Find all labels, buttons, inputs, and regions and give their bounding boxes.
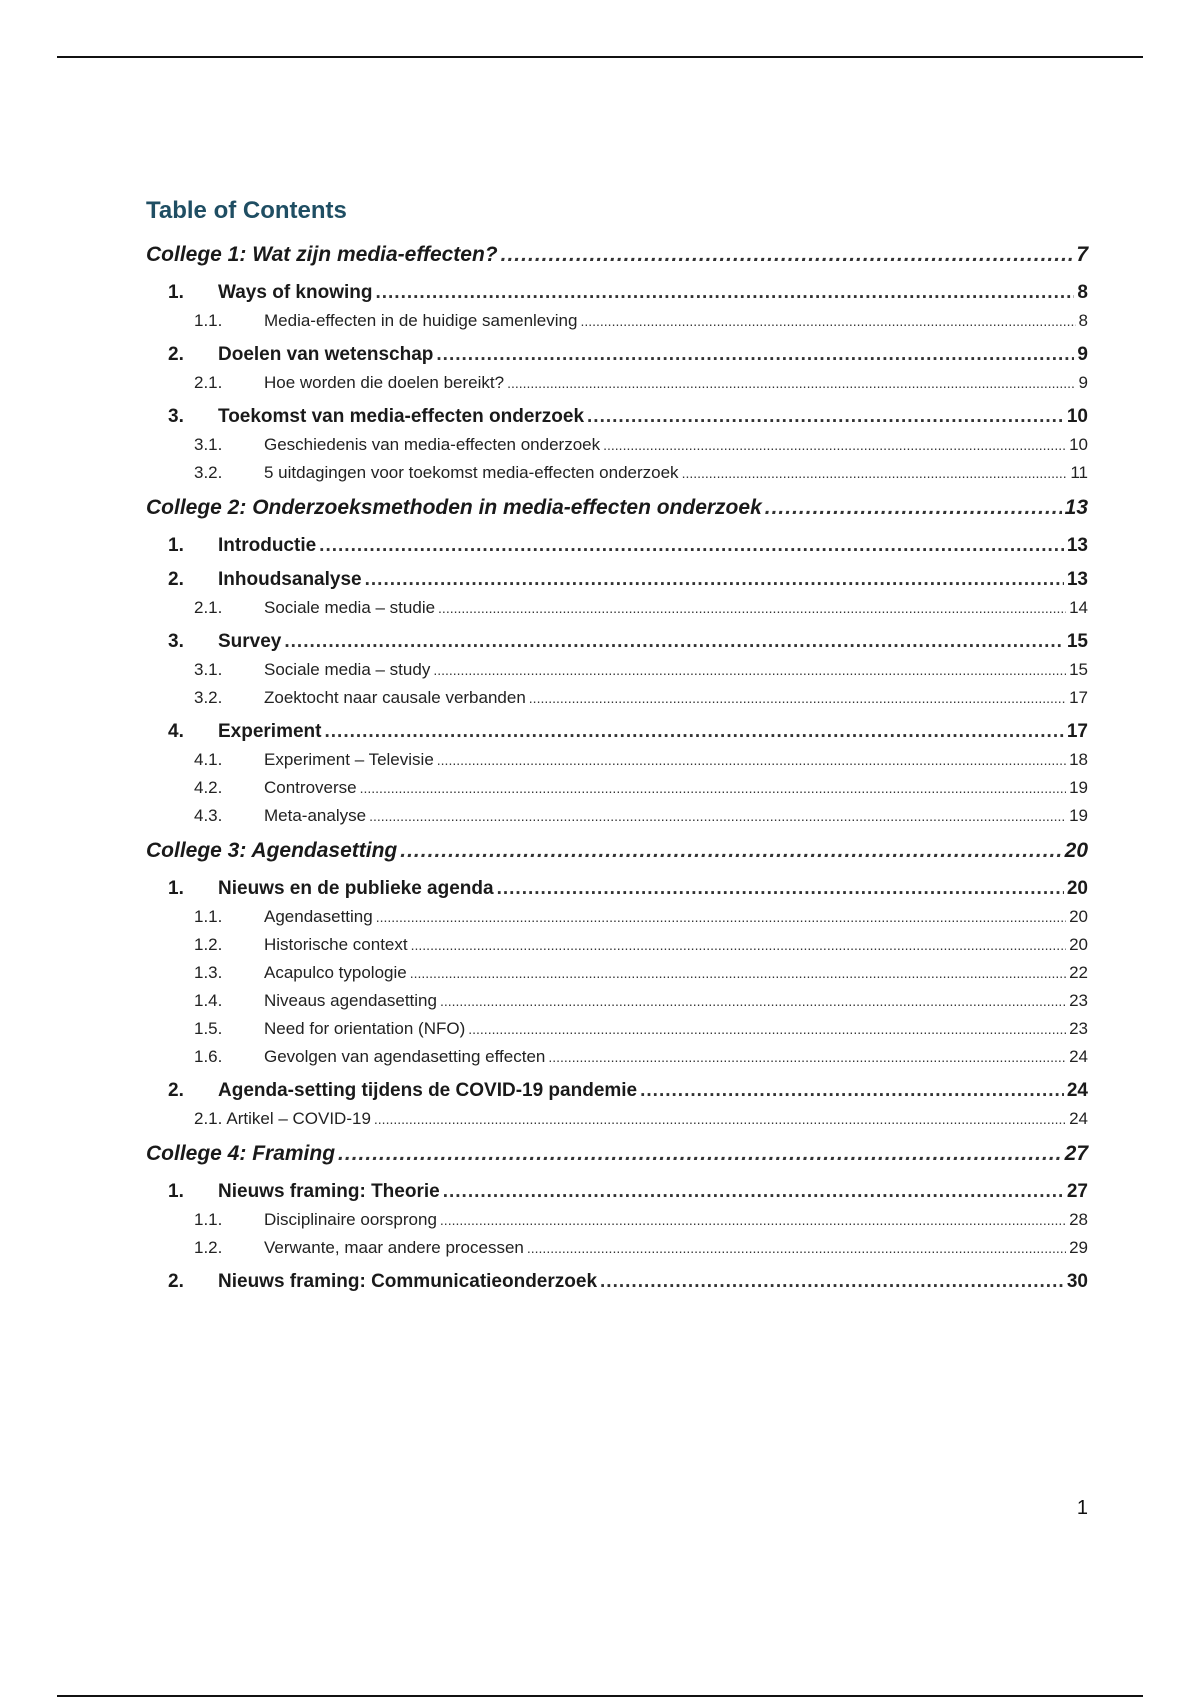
toc-entry-label: Toekomst van media-effecten onderzoek — [218, 406, 585, 427]
toc-entry-number: 2.1. — [194, 1109, 223, 1128]
toc-entry-number: 1.2. — [194, 935, 223, 954]
dot-leader — [587, 403, 1064, 431]
dot-leader — [324, 718, 1063, 746]
dot-leader — [497, 875, 1064, 903]
toc-entry-subsection[interactable] — [146, 369, 1088, 397]
dot-leader — [375, 279, 1074, 307]
toc-entry-label: 5 uitdagingen voor toekomst media-effecten onderzoek — [264, 463, 679, 482]
toc-entry-subsection[interactable] — [146, 1105, 1088, 1133]
toc-entry-number: 1.1. — [194, 907, 223, 926]
toc-entry-number: 1. — [168, 878, 184, 899]
toc-entry-label: Zoektocht naar causale verbanden — [264, 688, 526, 707]
toc-entry-college[interactable] — [146, 240, 1088, 270]
toc-entry-page: 23 — [1069, 1019, 1088, 1038]
toc-entry-subsection[interactable] — [146, 746, 1088, 774]
dot-leader — [640, 1077, 1064, 1105]
toc-entry-label: College 2: Onderzoeksmethoden in media-effecten onderzoek — [146, 496, 762, 519]
toc-entry-section[interactable] — [146, 532, 1088, 560]
toc-entry-page: 30 — [1066, 1271, 1088, 1292]
toc-entry-page: 8 — [1078, 311, 1088, 330]
toc-entry-subsection[interactable] — [146, 594, 1088, 622]
toc-entry-label: Media-effecten in de huidige samenleving — [264, 311, 578, 330]
toc-entry-number: 3.1. — [194, 660, 223, 679]
toc-entry-subsection[interactable] — [146, 903, 1088, 931]
toc-entry-number: 1.3. — [194, 963, 223, 982]
dot-leader — [438, 594, 1066, 622]
toc-entry-label: College 1: Wat zijn media-effecten? — [146, 243, 498, 266]
toc-entry-page: 22 — [1069, 963, 1088, 982]
toc-entry-subsection[interactable] — [146, 1043, 1088, 1071]
toc-entry-section[interactable] — [146, 403, 1088, 431]
dot-leader — [529, 684, 1066, 712]
toc-entry-label: Ways of knowing — [218, 282, 373, 303]
toc-entry-section[interactable] — [146, 1178, 1088, 1206]
dot-leader — [365, 566, 1064, 594]
toc-entry-page: 9 — [1078, 373, 1088, 392]
toc-entry-number: 4. — [168, 721, 184, 742]
toc-entry-label: Niveaus agendasetting — [264, 991, 437, 1010]
toc-entry-page: 19 — [1069, 778, 1088, 797]
dot-leader — [400, 836, 1061, 866]
dot-leader — [433, 656, 1066, 684]
toc-entries — [146, 240, 1088, 1296]
toc-entry-label: Doelen van wetenschap — [218, 344, 434, 365]
dot-leader — [548, 1043, 1066, 1071]
toc-entry-college[interactable] — [146, 1139, 1088, 1169]
toc-entry-page: 20 — [1064, 839, 1088, 862]
toc-entry-label: Controverse — [264, 778, 357, 797]
toc-entry-label: Agendasetting — [264, 907, 373, 926]
toc-entry-college[interactable] — [146, 836, 1088, 866]
toc-entry-subsection[interactable] — [146, 431, 1088, 459]
toc-entry-section[interactable] — [146, 718, 1088, 746]
toc-entry-label: Survey — [218, 631, 282, 652]
toc-entry-label: Nieuws framing: Communicatieonderzoek — [218, 1271, 598, 1292]
toc-entry-page: 18 — [1069, 750, 1088, 769]
toc-entry-page: 15 — [1069, 660, 1088, 679]
dot-leader — [765, 493, 1062, 523]
dot-leader — [410, 959, 1066, 987]
toc-entry-label: Geschiedenis van media-effecten onderzoek — [264, 435, 601, 454]
toc-entry-subsection[interactable] — [146, 1015, 1088, 1043]
toc-entry-label: Historische context — [264, 935, 408, 954]
toc-entry-section[interactable] — [146, 1268, 1088, 1296]
toc-entry-label: Gevolgen van agendasetting effecten — [264, 1047, 546, 1066]
toc-entry-page: 24 — [1069, 1047, 1088, 1066]
dot-leader — [507, 369, 1075, 397]
toc-title: Table of Contents — [146, 197, 347, 224]
top-rule — [57, 56, 1143, 58]
toc-entry-number: 3. — [168, 631, 184, 652]
toc-entry-page: 27 — [1066, 1181, 1088, 1202]
toc-entry-page: 17 — [1066, 721, 1088, 742]
toc-entry-page: 14 — [1069, 598, 1088, 617]
toc-entry-label: Agenda-setting tijdens de COVID-19 pandemie — [218, 1080, 638, 1101]
toc-entry-section[interactable] — [146, 1077, 1088, 1105]
toc-entry-page: 24 — [1069, 1109, 1088, 1128]
toc-entry-number: 1.6. — [194, 1047, 223, 1066]
page-number: 1 — [1076, 1497, 1088, 1519]
toc-entry-number: 4.2. — [194, 778, 223, 797]
toc-entry-label: Artikel – COVID-19 — [226, 1109, 371, 1128]
toc-entry-page: 15 — [1066, 631, 1088, 652]
bottom-rule — [57, 1695, 1143, 1697]
dot-leader — [411, 931, 1066, 959]
toc-entry-label: Experiment — [218, 721, 322, 742]
toc-entry-label: College 4: Framing — [146, 1142, 336, 1165]
dot-leader — [440, 987, 1066, 1015]
toc-entry-number: 2. — [168, 344, 184, 365]
dot-leader — [360, 774, 1066, 802]
table-of-contents — [146, 195, 1088, 1296]
toc-entry-label: Nieuws framing: Theorie — [218, 1181, 440, 1202]
toc-entry-section[interactable] — [146, 279, 1088, 307]
toc-entry-page: 29 — [1069, 1238, 1088, 1257]
dot-leader — [527, 1234, 1066, 1262]
toc-entry-number: 2.1. — [194, 598, 223, 617]
toc-entry-number: 3.1. — [194, 435, 223, 454]
toc-entry-label: Verwante, maar andere processen — [264, 1238, 524, 1257]
toc-entry-page: 20 — [1069, 907, 1088, 926]
dot-leader — [376, 903, 1066, 931]
toc-entry-page: 13 — [1064, 496, 1088, 519]
toc-entry-page: 17 — [1069, 688, 1088, 707]
dot-leader — [580, 307, 1075, 335]
toc-entry-number: 1.1. — [194, 311, 223, 330]
toc-entry-number: 4.3. — [194, 806, 223, 825]
toc-entry-section[interactable] — [146, 628, 1088, 656]
toc-entry-label: Introductie — [218, 535, 317, 556]
toc-entry-subsection[interactable] — [146, 774, 1088, 802]
toc-entry-label: Nieuws en de publieke agenda — [218, 878, 494, 899]
toc-entry-number: 1.1. — [194, 1210, 223, 1229]
toc-entry-label: Sociale media – studie — [264, 598, 436, 617]
toc-entry-section[interactable] — [146, 341, 1088, 369]
toc-entry-subsection[interactable] — [146, 931, 1088, 959]
toc-entry-label: Inhoudsanalyse — [218, 569, 362, 590]
dot-leader — [443, 1178, 1064, 1206]
toc-entry-number: 3.2. — [194, 688, 223, 707]
dot-leader — [600, 1268, 1064, 1296]
toc-entry-page: 13 — [1066, 535, 1088, 556]
toc-entry-number: 1. — [168, 1181, 184, 1202]
toc-entry-label: Hoe worden die doelen bereikt? — [264, 373, 505, 392]
toc-entry-number: 2. — [168, 1271, 184, 1292]
toc-entry-page: 27 — [1064, 1142, 1088, 1165]
toc-entry-page: 7 — [1076, 243, 1088, 266]
dot-leader — [436, 341, 1074, 369]
toc-entry-section[interactable] — [146, 875, 1088, 903]
toc-entry-subsection[interactable] — [146, 656, 1088, 684]
toc-entry-page: 11 — [1070, 463, 1088, 482]
toc-entry-page: 10 — [1069, 435, 1088, 454]
toc-entry-label: Meta-analyse — [264, 806, 367, 825]
toc-entry-subsection[interactable] — [146, 1206, 1088, 1234]
toc-entry-page: 8 — [1077, 282, 1088, 303]
toc-entry-label: Acapulco typologie — [264, 963, 407, 982]
toc-entry-page: 24 — [1066, 1080, 1088, 1101]
toc-entry-page: 13 — [1066, 569, 1088, 590]
toc-entry-page: 19 — [1069, 806, 1088, 825]
toc-entry-label: Disciplinaire oorsprong — [264, 1210, 437, 1229]
toc-entry-number: 1. — [168, 535, 184, 556]
toc-entry-subsection[interactable] — [146, 959, 1088, 987]
toc-entry-page: 20 — [1066, 878, 1088, 899]
dot-leader — [682, 459, 1068, 487]
toc-entry-number: 1.2. — [194, 1238, 223, 1257]
toc-entry-subsection[interactable] — [146, 459, 1088, 487]
toc-entry-page: 20 — [1069, 935, 1088, 954]
dot-leader — [284, 628, 1063, 656]
toc-entry-college[interactable] — [146, 493, 1088, 523]
dot-leader — [374, 1105, 1066, 1133]
toc-entry-subsection[interactable] — [146, 802, 1088, 830]
dot-leader — [468, 1015, 1066, 1043]
toc-entry-label: Need for orientation (NFO) — [264, 1019, 466, 1038]
toc-entry-number: 4.1. — [194, 750, 223, 769]
toc-entry-page: 10 — [1066, 406, 1088, 427]
dot-leader — [319, 532, 1064, 560]
toc-entry-subsection[interactable] — [146, 307, 1088, 335]
toc-entry-number: 2. — [168, 569, 184, 590]
dot-leader — [603, 431, 1066, 459]
toc-entry-number: 3. — [168, 406, 184, 427]
toc-entry-number: 1. — [168, 282, 184, 303]
toc-entry-number: 3.2. — [194, 463, 223, 482]
toc-entry-label: College 3: Agendasetting — [146, 839, 398, 862]
dot-leader — [440, 1206, 1066, 1234]
toc-entry-number: 2. — [168, 1080, 184, 1101]
toc-entry-number: 1.5. — [194, 1019, 223, 1038]
toc-entry-section[interactable] — [146, 566, 1088, 594]
toc-entry-number: 2.1. — [194, 373, 223, 392]
dot-leader — [501, 240, 1074, 270]
toc-entry-label: Experiment – Televisie — [264, 750, 434, 769]
dot-leader — [437, 746, 1066, 774]
toc-entry-subsection[interactable] — [146, 684, 1088, 712]
toc-entry-subsection[interactable] — [146, 1234, 1088, 1262]
toc-entry-number: 1.4. — [194, 991, 223, 1010]
toc-entry-label: Sociale media – study — [264, 660, 431, 679]
toc-entry-page: 9 — [1077, 344, 1088, 365]
dot-leader — [369, 802, 1066, 830]
toc-entry-subsection[interactable] — [146, 987, 1088, 1015]
toc-entry-page: 23 — [1069, 991, 1088, 1010]
toc-entry-page: 28 — [1069, 1210, 1088, 1229]
dot-leader — [338, 1139, 1062, 1169]
